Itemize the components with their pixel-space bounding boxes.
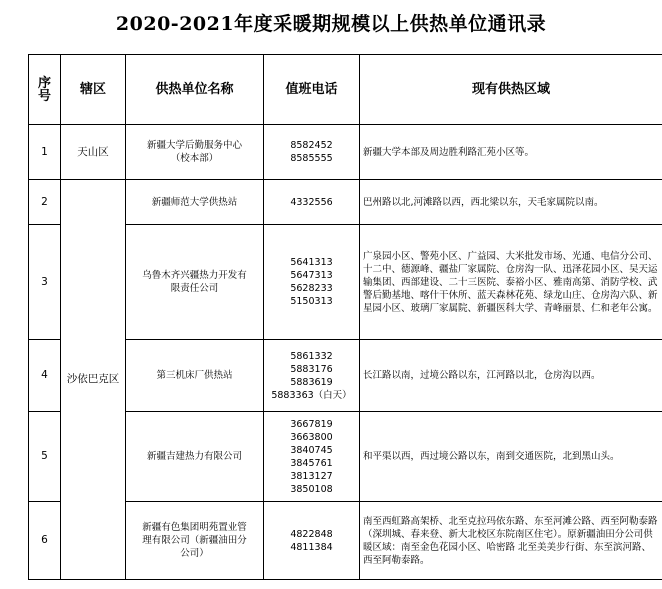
unit-name-line: 乌鲁木齐兴疆热力开发有: [142, 270, 247, 281]
row-number: 4: [29, 340, 61, 412]
phone-number: 5647313: [290, 270, 333, 281]
phone-number: 5150313: [290, 296, 333, 307]
col-header-area: 现有供热区域: [360, 55, 662, 125]
unit-name-line: （校本部）: [170, 153, 219, 164]
phone-number: 5628233: [290, 283, 333, 294]
directory-table: [28, 54, 662, 580]
row-number: 5: [29, 412, 61, 502]
unit-name-line: 第三机床厂供热站: [156, 370, 233, 381]
unit-name-line: 新疆大学后勤服务中心: [146, 140, 242, 151]
phone-number: 5883363（白天）: [271, 389, 352, 401]
phone-number: 5883176: [290, 363, 333, 375]
phone-number: 5641313: [290, 257, 333, 268]
phone-number: 4332556: [290, 196, 333, 208]
unit-name-line: 新疆师范大学供热站: [151, 196, 238, 208]
table-row: [29, 125, 662, 180]
unit-name-cell: [126, 340, 264, 412]
unit-name-line: 新疆吉建热力有限公司: [146, 451, 242, 462]
area-cell: 和平渠以西，西过境公路以东，南到交通医院，北到黑山头。: [360, 412, 662, 502]
area-cell: 巴州路以北,河滩路以西，西北梁以东，天毛家属院以南。: [360, 180, 662, 225]
unit-name-cell: [126, 180, 264, 225]
phone-number: 3845761: [290, 457, 333, 469]
col-header-phone: 值班电话: [264, 55, 360, 125]
phone-cell: [264, 180, 360, 225]
phone-number: 5861332: [290, 350, 333, 362]
phone-number: 3850108: [290, 483, 333, 495]
col-header-no: 序号: [29, 55, 61, 125]
area-cell: 新疆大学本部及周边胜利路汇苑小区等。: [360, 125, 662, 180]
col-header-district: 辖区: [61, 55, 126, 125]
unit-name-line: 限责任公司: [170, 283, 219, 294]
phone-number: 4822848: [290, 528, 333, 540]
district-cell: 沙依巴克区: [61, 180, 126, 580]
phone-cell: [264, 125, 360, 180]
phone-number: 3813127: [290, 470, 333, 482]
phone-number: 8582452: [290, 140, 333, 151]
unit-name-line: 新疆有色集团明苑置业管: [142, 522, 247, 533]
area-cell: 南至西虹路高架桥、北至克拉玛依东路、东至河滩公路、西至阿勒泰路（深圳城、春来登、新大北校区东院南区住宅）。原新疆油田分公司供暖区域：南至金色花园小区、哈密路 北至美美步行街、东至滨河路、西至阿勒泰路。: [360, 502, 662, 580]
row-number: 2: [29, 180, 61, 225]
phone-number: 3840745: [290, 444, 333, 456]
row-number: 6: [29, 502, 61, 580]
phone-number: 3663800: [290, 431, 333, 443]
row-number: 1: [29, 125, 61, 180]
unit-name-cell: [126, 412, 264, 502]
phone-cell: [264, 225, 360, 340]
page-title: 2020-2021年度采暖期规模以上供热单位通讯录: [115, 13, 547, 35]
unit-name-cell: [126, 125, 264, 180]
phone-number: 3667819: [290, 418, 333, 430]
col-header-unit: 供热单位名称: [126, 55, 264, 125]
row-number: 3: [29, 225, 61, 340]
unit-name-line: 理有限公司（新疆油田分: [142, 535, 247, 546]
phone-cell: [264, 340, 360, 412]
area-cell: 长江路以南，过境公路以东，江河路以北，仓房沟以西。: [360, 340, 662, 412]
area-cell: 广泉园小区、警苑小区、广益园、大米批发市场、光通、电信分公司、十二中、德源峰、疆盐厂家属院、仓房沟一队、迅泽花园小区、吴天运输集团、西部建设、二十三医院、泰裕小区、雅南高第、消防学校、武警后勤基地、喀什干休所、蓝天森林花苑、绿龙山庄、仓房沟六队、新星园小区、玻璃厂家属院、新疆医科大学、青峰丽景、仁和老年公寓。: [360, 225, 662, 340]
unit-name-cell: [126, 225, 264, 340]
phone-number: 5883619: [290, 376, 333, 388]
table-header-row: [29, 55, 662, 125]
phone-number: 8585555: [290, 153, 333, 164]
phone-number: 4811384: [290, 541, 333, 553]
phone-cell: [264, 412, 360, 502]
unit-name-cell: [126, 502, 264, 580]
unit-name-line: 公司）: [180, 548, 209, 559]
table-row: [29, 180, 662, 225]
phone-cell: [264, 502, 360, 580]
district-cell: 天山区: [61, 125, 126, 180]
